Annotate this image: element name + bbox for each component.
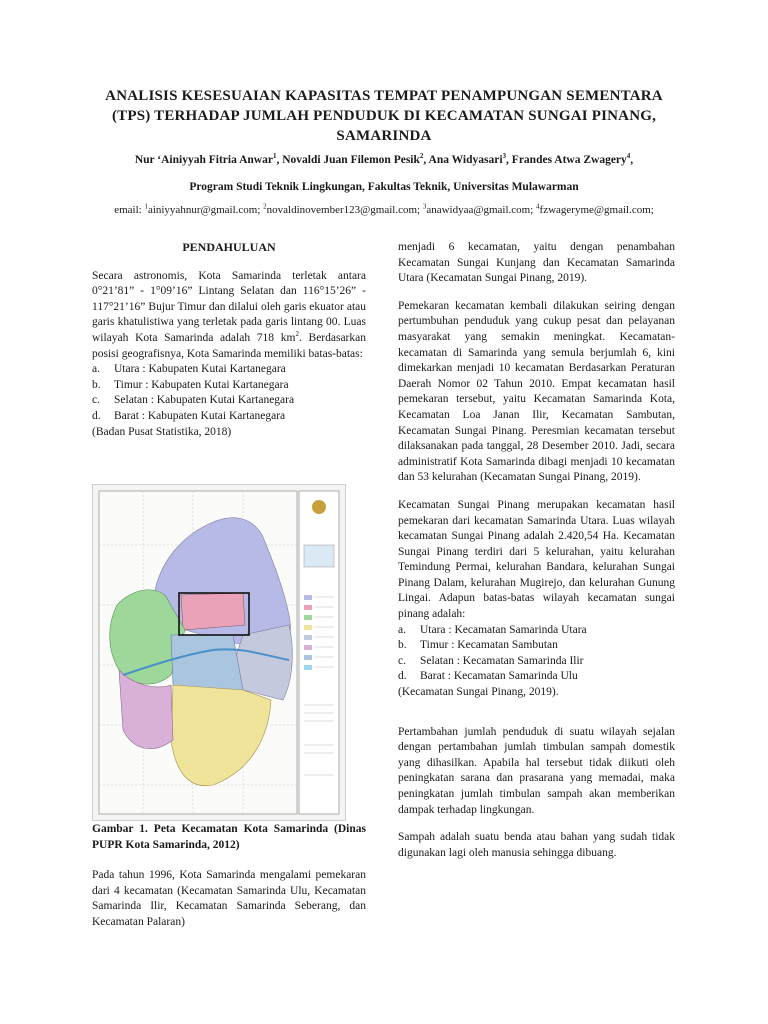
map-legend-panel	[299, 491, 339, 814]
list-item: b. Timur : Kecamatan Sambutan	[398, 639, 558, 652]
title-line: SAMARINDA	[336, 128, 432, 144]
border-list	[92, 362, 366, 424]
border-list	[398, 623, 675, 685]
source-citation: (Badan Pusat Statistika, 2018)	[92, 425, 232, 438]
list-item: d. Barat : Kecamatan Samarinda Ulu	[398, 670, 578, 683]
email-mark: 4	[536, 202, 540, 211]
author-name: Frandes Atwa Zwagery	[511, 154, 627, 166]
author-mark: 2	[419, 152, 424, 161]
email-address[interactable]: ainiyyahnur@gmail.com;	[147, 204, 261, 216]
right-column	[398, 240, 675, 861]
intro-paragraph: Secara astronomis, Kota Samarinda terletak antara 0°21’81” - 1°09’16” Lintang Selatan dan 116°15’26” - 117°21’16” Bujur Timur dan dilalui oleh garis ekuator atau garis khatulistiwa yang terletak pada garis lintang 00. Luas wilayah Kota Samarinda adalah 718 $km^2$. Berdasarkan posisi geografisnya, Kota Samarinda memiliki batas-batas:	[92, 269, 366, 360]
author-name: Novaldi Juan Filemon Pesik	[282, 154, 420, 166]
author-mark: 4	[626, 152, 631, 161]
emblem-icon	[312, 500, 326, 514]
body-paragraph: menjadi 6 kecamatan, yaitu dengan penambahan Kecamatan Sungai Kunjang dan Kecamatan Samarinda Utara (Kecamatan Sungai Pinang, 2019).	[398, 241, 675, 285]
email-label: email:	[114, 204, 142, 216]
list-item: d. Barat : Kabupaten Kutai Kartanegara	[92, 409, 286, 422]
email-mark: 1	[144, 202, 148, 211]
list-item: c. Selatan : Kabupaten Kutai Kartanegara	[92, 394, 295, 407]
district-map-figure	[92, 484, 346, 821]
author-mark: 3	[502, 152, 507, 161]
body-paragraph: Pertambahan jumlah penduduk di suatu wilayah sejalan dengan pertambahan jumlah timbulan sampah domestik yang dihasilkan. Apabila hal tersebut tidak diikuti oleh peningkatan sarana dan prasarana yang memadai, maka peningkatan jumlah timbulan sampah akan memberikan dampak terhadap lingkungan.	[398, 725, 675, 816]
email-address[interactable]: fzwageryme@gmail.com;	[539, 204, 654, 216]
body-paragraph: Kecamatan Sungai Pinang merupakan kecamatan hasil pemekaran dari kecamatan Samarinda Utara. Luas wilayah kecamatan Sungai Pinang adalah 2.420,54 Ha. Kecamatan Sungai Pinang terdiri dari 5 kelurahan, yaitu kelurahan Temindung Permai, kelurahan Bandara, kelurahan Sungai Pinang Dalam, kelurahan Mugirejo, dan kelurahan Gunung Lingai. Adapun batas-batas wilayah kecamatan sungai pinang adalah:	[398, 498, 675, 621]
author-name: Ana Widyasari	[428, 154, 503, 166]
left-column-bottom	[92, 822, 366, 931]
body-paragraph: Pemekaran kecamatan kembali dilakukan seiring dengan pertumbuhan penduduk yang cukup pesat dan pelayanan masyarakat yang semakin meningkat. Kecamatan-kecamatan di Samarinda yang semula berjumlah 6, kini dimekarkan menjadi 10 kecamatan Berdasarkan Peraturan Daerah Nomor 02 Tahun 2010. Empat kecamatan hasil pemekaran tersebut, yaitu Kecamatan Samarinda Kota, Kecamatan Loa Janan Ilir, Kecamatan Sambutan, Kecamatan Sungai Pinang. Peresmian kecamatan tersebut dilaksanakan pada tanggal, 28 Desember 2010. Jadi, secara administratif Kota Samarinda dibagi menjadi 10 kecamatan dan 53 kelurahan (Kecamatan Sungai Pinang, 2019).	[398, 299, 675, 484]
section-heading: PENDAHULUAN	[182, 240, 276, 254]
email-address[interactable]: anawidyaa@gmail.com;	[426, 204, 534, 216]
paper-title	[60, 86, 708, 146]
title-line: ANALISIS KESESUAIAN KAPASITAS TEMPAT PENAMPUNGAN SEMENTARA	[105, 88, 663, 104]
affiliation: Program Studi Teknik Lingkungan, Fakultas Teknik, Universitas Mulawarman	[189, 181, 579, 193]
list-item: a. Utara : Kecamatan Samarinda Utara	[398, 623, 587, 636]
list-item: b. Timur : Kabupaten Kutai Kartanegara	[92, 378, 289, 391]
email-mark: 3	[422, 202, 427, 211]
email-address[interactable]: novaldinovember123@gmail.com;	[266, 204, 421, 216]
map-image	[93, 485, 345, 820]
list-item: c. Selatan : Kecamatan Samarinda Ilir	[398, 654, 584, 667]
body-paragraph: Sampah adalah suatu benda atau bahan yang sudah tidak digunakan lagi oleh manusia sehingga dibuang.	[398, 831, 675, 859]
inset-map	[304, 545, 334, 567]
list-item: a. Utara : Kabupaten Kutai Kartanegara	[92, 363, 286, 376]
figure-caption: Gambar 1. Peta Kecamatan Kota Samarinda (Dinas PUPR Kota Samarinda, 2012)	[92, 823, 366, 851]
body-paragraph: Pada tahun 1996, Kota Samarinda mengalami pemekaran dari 4 kecamatan (Kecamatan Samarinda Ulu, Kecamatan Samarinda Ilir, Kecamatan Samarinda Seberang, dan Kecamatan Palaran)	[92, 869, 366, 928]
title-line: (TPS) TERHADAP JUMLAH PENDUDUK DI KECAMATAN SUNGAI PINANG,	[111, 108, 657, 124]
source-citation: (Kecamatan Sungai Pinang, 2019).	[398, 686, 559, 699]
left-column-top	[92, 240, 366, 440]
author-list: Nur ‘Ainiyyah Fitria Anwar$^1$, Novaldi Juan Filemon Pesik$^2$, Ana Widyasari$^3$, Frandes Atwa Zwagery$^4$,	[134, 152, 634, 166]
district-center	[181, 593, 245, 630]
author-name: Nur ‘Ainiyyah Fitria Anwar	[134, 154, 273, 166]
email-mark: 2	[263, 202, 267, 211]
email-line	[40, 202, 728, 218]
author-mark: 1	[272, 152, 277, 161]
